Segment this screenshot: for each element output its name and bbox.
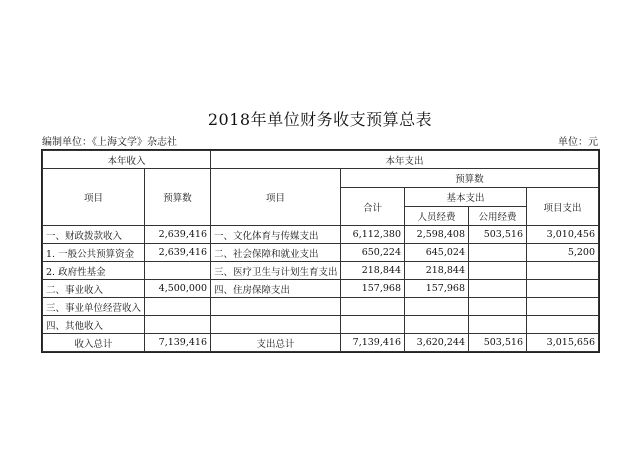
expense-item: 一、文化体育与传媒支出 (211, 226, 341, 244)
table-row (43, 226, 599, 244)
table-row (43, 298, 599, 316)
expense-item: 三、医疗卫生与计划生育支出 (211, 262, 341, 280)
income-item: 三、事业单位经营收入 (43, 298, 145, 316)
table-row (43, 244, 599, 262)
table-row (43, 316, 599, 334)
public-total-amount: 503,516 (469, 334, 527, 352)
project-amount (527, 298, 599, 316)
project-amount: 5,200 (527, 244, 599, 262)
income-item: 一、财政拨款收入 (43, 226, 145, 244)
currency-unit: 单位：元 (558, 137, 598, 148)
income-amount (145, 298, 211, 316)
expense-total (341, 316, 405, 334)
expense-item (211, 298, 341, 316)
public-amount (469, 316, 527, 334)
expense-year-header: 本年支出 (211, 151, 599, 169)
project-amount (527, 262, 599, 280)
income-total-amount: 7,139,416 (145, 334, 211, 352)
personnel-amount: 645,024 (405, 244, 469, 262)
expense-item (211, 316, 341, 334)
expense-item-header: 项目 (211, 169, 341, 226)
public-amount (469, 280, 527, 298)
income-item: 2. 政府性基金 (43, 262, 145, 280)
table-row (43, 280, 599, 298)
project-amount (527, 316, 599, 334)
totals-row (43, 334, 599, 352)
income-amount (145, 262, 211, 280)
income-item: 1. 一般公共预算资金 (43, 244, 145, 262)
expense-total-label: 支出总计 (211, 334, 341, 352)
income-item: 四、其他收入 (43, 316, 145, 334)
personnel-amount: 157,968 (405, 280, 469, 298)
table-row (43, 262, 599, 280)
public-amount (469, 262, 527, 280)
personnel-amount (405, 316, 469, 334)
public-header: 公用经费 (469, 207, 527, 226)
personnel-header: 人员经费 (405, 207, 469, 226)
project-amount (527, 280, 599, 298)
project-expense-header: 项目支出 (527, 188, 599, 226)
income-amount (145, 316, 211, 334)
header-row-2 (43, 169, 599, 188)
project-total-amount: 3,015,656 (527, 334, 599, 352)
income-year-header: 本年收入 (43, 151, 211, 169)
expense-total (341, 298, 405, 316)
budget-table (42, 150, 599, 352)
income-amount: 4,500,000 (145, 280, 211, 298)
public-amount: 503,516 (469, 226, 527, 244)
expense-item: 四、住房保障支出 (211, 280, 341, 298)
expense-total: 650,224 (341, 244, 405, 262)
expense-total: 218,844 (341, 262, 405, 280)
project-amount: 3,010,456 (527, 226, 599, 244)
personnel-amount: 218,844 (405, 262, 469, 280)
expense-budget-header: 预算数 (341, 169, 599, 188)
preparing-unit: 编制单位：《上海文学》杂志社 (42, 137, 177, 148)
expense-total: 6,112,380 (341, 226, 405, 244)
total-header: 合计 (341, 188, 405, 226)
expense-total-amount: 7,139,416 (341, 334, 405, 352)
personnel-amount: 2,598,408 (405, 226, 469, 244)
expense-item: 二、社会保障和就业支出 (211, 244, 341, 262)
public-amount (469, 244, 527, 262)
header-row-1 (43, 151, 599, 169)
basic-expense-header: 基本支出 (405, 188, 527, 207)
public-amount (469, 298, 527, 316)
personnel-total-amount: 3,620,244 (405, 334, 469, 352)
income-budget-header: 预算数 (145, 169, 211, 226)
income-item: 二、事业收入 (43, 280, 145, 298)
income-item-header: 项目 (43, 169, 145, 226)
page-title: 2018年单位财务收支预算总表 (207, 110, 433, 129)
expense-total: 157,968 (341, 280, 405, 298)
income-amount: 2,639,416 (145, 244, 211, 262)
income-total-label: 收入总计 (43, 334, 145, 352)
income-amount: 2,639,416 (145, 226, 211, 244)
personnel-amount (405, 298, 469, 316)
